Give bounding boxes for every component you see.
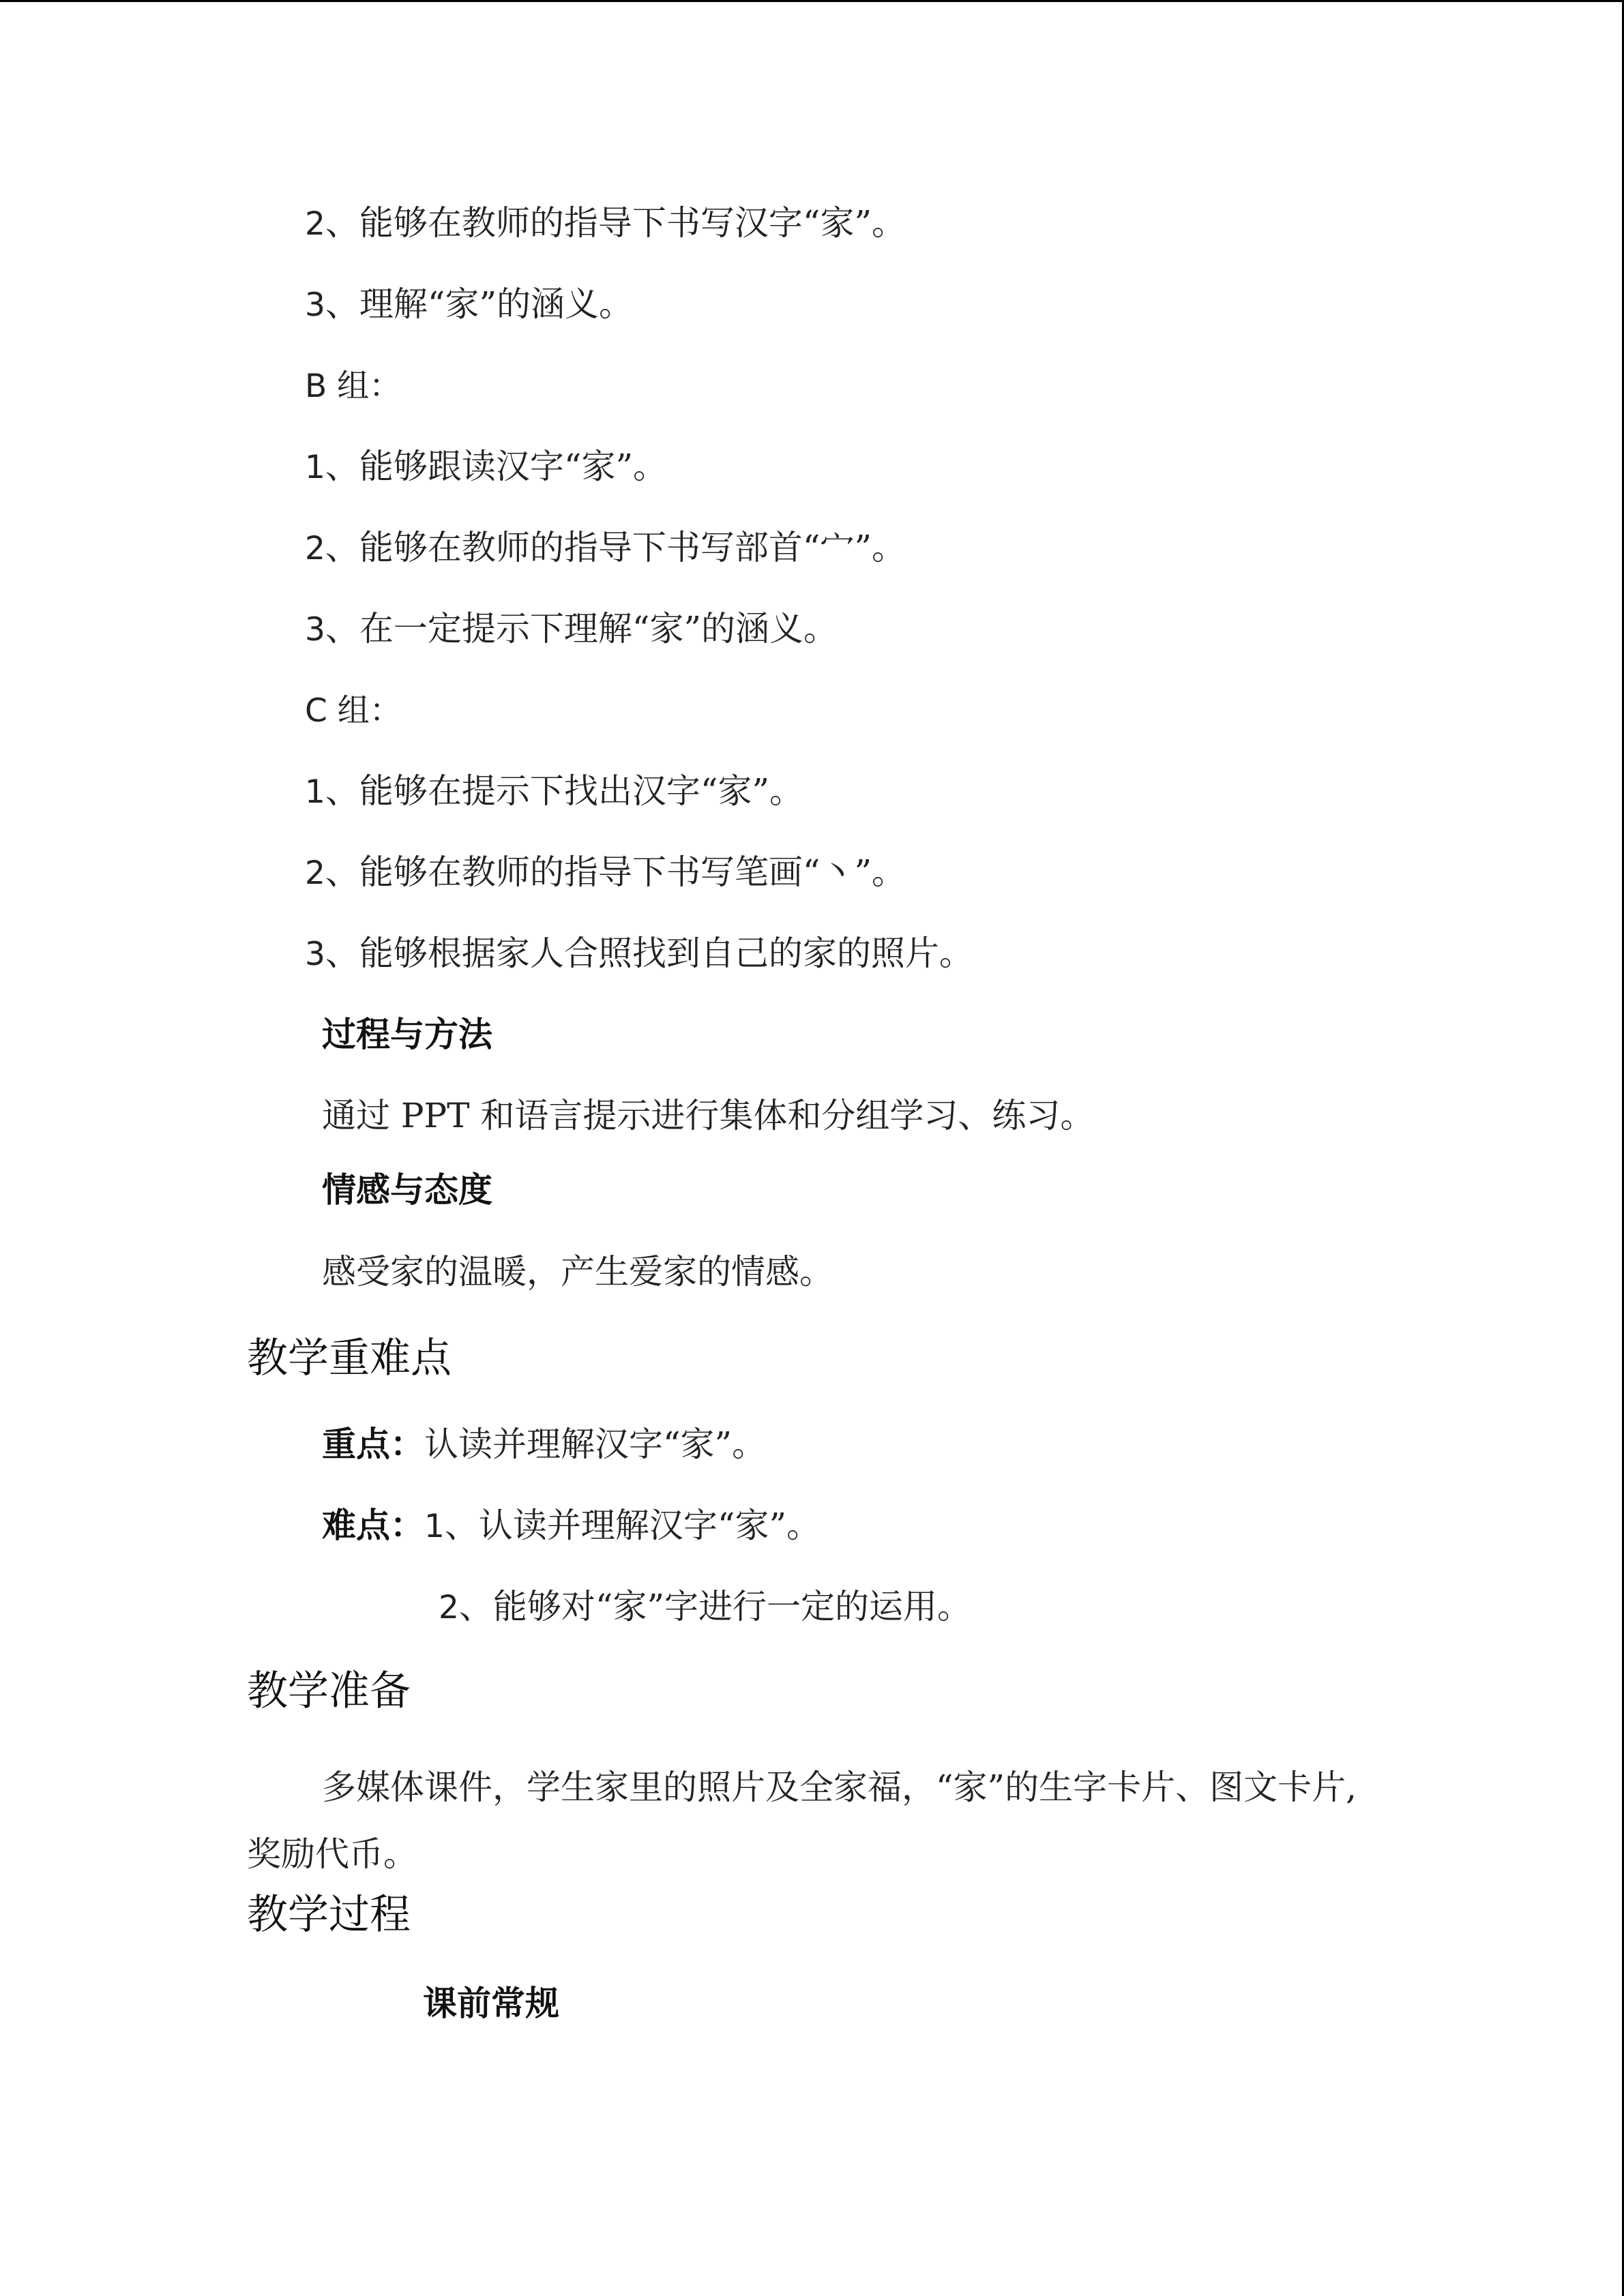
item-number: 3 bbox=[305, 936, 325, 973]
preparation-heading: 教学准备 bbox=[247, 1667, 411, 1715]
item-number: 3 bbox=[305, 286, 325, 324]
group-c-label bbox=[305, 692, 402, 730]
item-text: 、在一定提示下理解“家”的涵义。 bbox=[325, 609, 838, 648]
group-b-label bbox=[305, 368, 402, 405]
item-text: 、能够在教师的指导下书写部首“宀”。 bbox=[325, 528, 906, 567]
emotion-text: 感受家的温暖，产生爱家的情感。 bbox=[322, 1252, 833, 1292]
group-b-item-1 bbox=[305, 447, 668, 486]
item-text: 、能够在教师的指导下书写汉字“家”。 bbox=[325, 203, 906, 243]
difficulty-line-1 bbox=[322, 1506, 821, 1545]
item-text: 、认读并理解汉字“家”。 bbox=[444, 1506, 821, 1545]
item-text: 、理解“家”的涵义。 bbox=[325, 284, 634, 324]
item-text: 、能够跟读汉字“家”。 bbox=[325, 447, 668, 486]
group-c-label-text: C 组： bbox=[305, 692, 402, 730]
item-number: 2 bbox=[305, 854, 325, 892]
group-b-item-2 bbox=[305, 528, 906, 567]
item-text: 、能够在教师的指导下书写笔画“丶”。 bbox=[325, 852, 906, 892]
item-number: 1 bbox=[305, 449, 325, 486]
focus-line bbox=[322, 1425, 767, 1464]
item-text: 、能够在提示下找出汉字“家”。 bbox=[325, 771, 804, 811]
group-c-item-1 bbox=[305, 771, 804, 811]
focus-label: 重点： bbox=[322, 1425, 424, 1464]
emotion-title: 情感与态度 bbox=[322, 1170, 492, 1210]
group-a-item-3 bbox=[305, 284, 634, 324]
item-number: 2 bbox=[439, 1589, 459, 1626]
procedure-heading: 教学过程 bbox=[247, 1891, 411, 1939]
procedure-first-step: 课前常规 bbox=[423, 1984, 559, 2023]
key-points-heading: 教学重难点 bbox=[247, 1335, 452, 1382]
preparation-text: 多媒体课件，学生家里的照片及全家福，“家”的生字卡片、图文卡片,奖励代币。 bbox=[247, 1768, 1357, 1874]
group-c-item-3 bbox=[305, 934, 973, 973]
item-text: 、能够根据家人合照找到自己的家的照片。 bbox=[325, 934, 973, 973]
group-b-label-text: B 组： bbox=[305, 368, 402, 405]
focus-text: 认读并理解汉字“家”。 bbox=[424, 1425, 767, 1464]
item-number: 2 bbox=[305, 530, 325, 567]
item-number: 2 bbox=[305, 205, 325, 243]
process-title: 过程与方法 bbox=[322, 1015, 492, 1054]
page-top-border bbox=[0, 0, 1624, 2]
difficulty-label: 难点： bbox=[322, 1506, 424, 1545]
group-b-item-3 bbox=[305, 609, 838, 648]
group-a-item-2 bbox=[305, 203, 906, 243]
item-number: 3 bbox=[305, 611, 325, 648]
item-text: 、能够对“家”字进行一定的运用。 bbox=[458, 1587, 972, 1626]
process-text: 通过 PPT 和语言提示进行集体和分组学习、练习。 bbox=[322, 1096, 1095, 1135]
group-c-item-2 bbox=[305, 852, 906, 892]
item-number: 1 bbox=[305, 773, 325, 811]
difficulty-line-2 bbox=[439, 1587, 972, 1626]
item-number: 1 bbox=[424, 1508, 445, 1545]
